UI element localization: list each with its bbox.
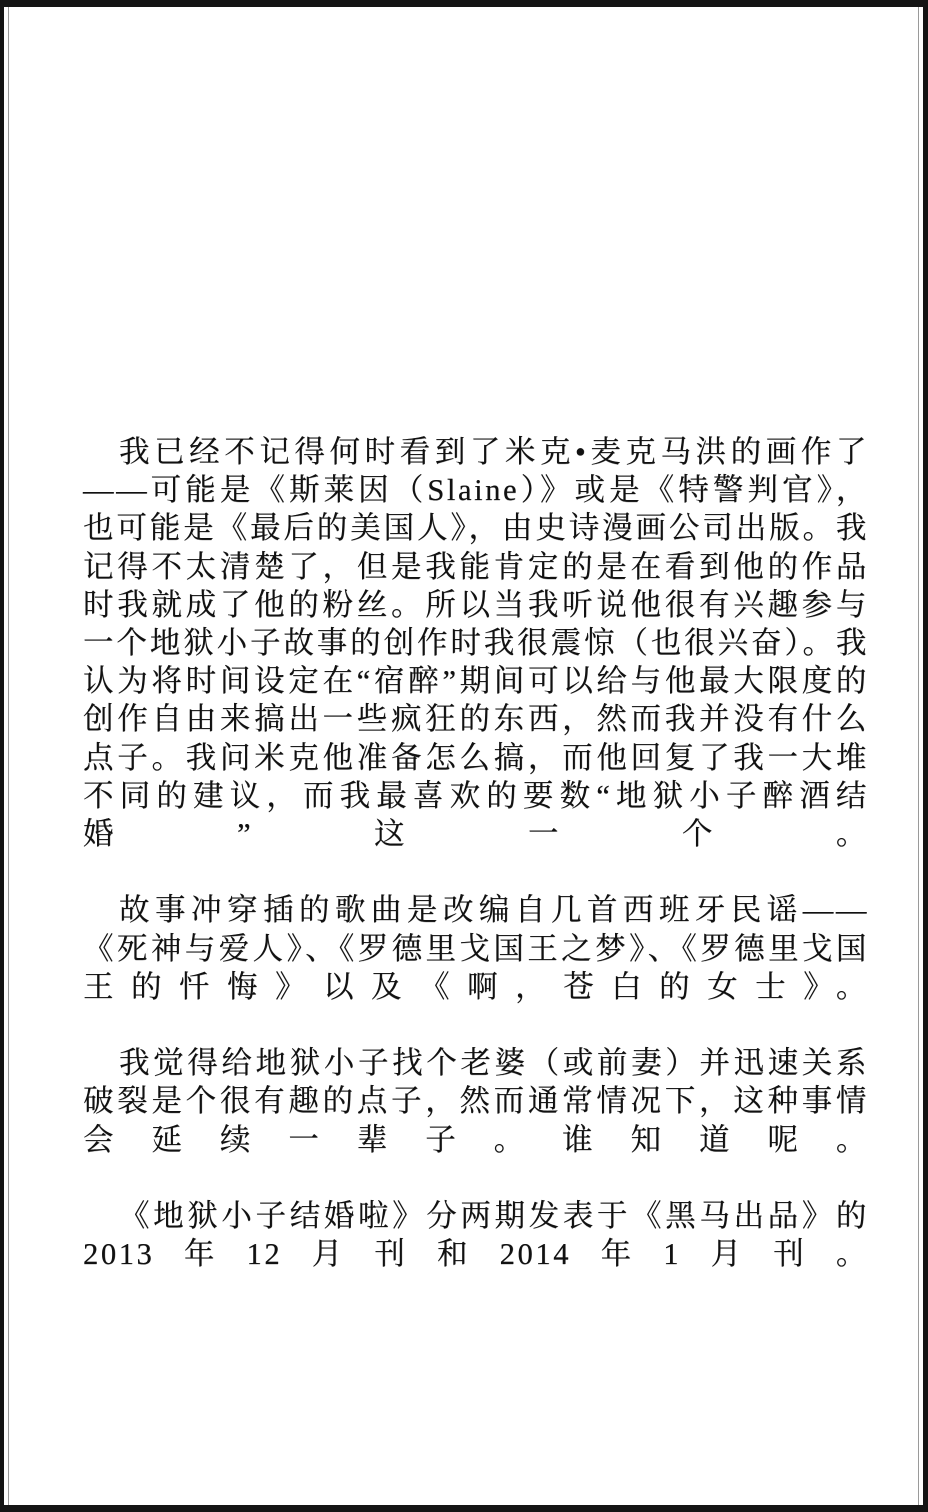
page-hairline-right (918, 7, 919, 1505)
paragraph-4: 《地狱小子结婚啦》分两期发表于《黑马出品》的2013年12月刊和2014年1月刊。 (83, 1199, 869, 1272)
page-hairline-left (8, 7, 9, 1505)
page-border-left (0, 0, 4, 1512)
page-border-bottom (0, 1505, 928, 1512)
page-border-top (0, 0, 928, 7)
paragraph-3: 我觉得给地狱小子找个老婆（或前妻）并迅速关系破裂是个很有趣的点子，然而通常情况下，这种事情会延续一辈子。谁知道呢。 (83, 1046, 869, 1157)
page-text-body (83, 433, 869, 1312)
paragraph-1: 我已经不记得何时看到了米克•麦克马洪的画作了——可能是《斯莱因（Slaine）》或是《特警判官》，也可能是《最后的美国人》，由史诗漫画公司出版。我记得不太清楚了，但是我能肯定的是在看到他的作品时我就成了他的粉丝。所以当我听说他很有兴趣参与一个地狱小子故事的创作时我很震惊（也很兴奋）。我认为将时间设定在“宿醉”期间可以给与他最大限度的创作自由来搞出一些疯狂的东西，然而我并没有什么点子。我问米克他准备怎么搞，而他回复了我一大堆不同的建议，而我最喜欢的要数“地狱小子醉酒结婚”这一个。 (83, 435, 869, 852)
page-border-right (923, 0, 928, 1512)
paragraph-2: 故事冲穿插的歌曲是改编自几首西班牙民谣——《死神与爱人》、《罗德里戈国王之梦》、《罗德里戈国王的忏悔》以及《啊，苍白的女士》。 (83, 893, 869, 1004)
